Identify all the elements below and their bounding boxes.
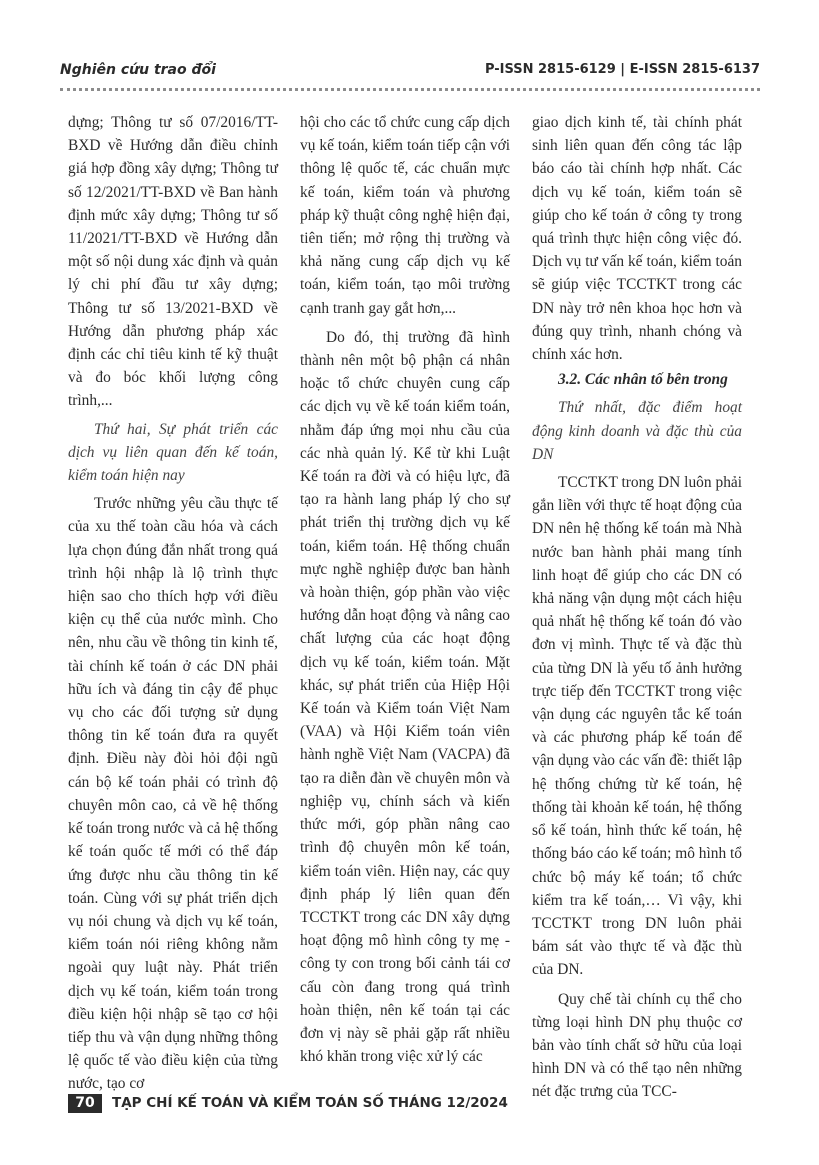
text-column-1 <box>68 111 278 1096</box>
paragraph: TCCTKT trong DN luôn phải gắn liền với thực tế hoạt động của DN nên hệ thống kế toán mà Nhà nước ban hành phải mang tính linh hoạt để giúp cho các DN có khả năng vận dụng một cách hiệu quả nhất hệ thống kế toán đó vào đơn vị mình. Thực tế và đặc thù của từng DN là yếu tố ảnh hưởng trực tiếp đến TCCTKT trong việc vận dụng các nguyên tắc kế toán và các phương pháp kế toán để vận dụng vào các vấn đề: thiết lập hệ thống chứng từ kế toán, hệ thống tài khoản kế toán, hệ thống sổ kế toán, hình thức kế toán, hệ thống báo cáo kế toán; mô hình tổ chức bộ máy kế toán; tổ chức kiểm tra kế toán,… Vì vậy, khi TCCTKT trong DN luôn phải bám sát vào thực tế và đặc thù của DN. <box>532 474 742 979</box>
paragraph: dựng; Thông tư số 07/2016/TT-BXD về Hướng dẫn điều chỉnh giá hợp đồng xây dựng; Thông tư số 12/2021/TT-BXD về Ban hành định mức xây dựng; Thông tư số 11/2021/TT-BXD về Hướng dẫn một số nội dung xác định và quản lý chi phí đầu tư xây dựng; Thông tư số 13/2021-BXD về Hướng dẫn phương pháp xác định các chỉ tiêu kinh tế kỹ thuật và đo bóc khối lượng công trình,... <box>68 114 278 410</box>
page-number: 70 <box>68 1094 102 1113</box>
running-header <box>60 60 760 96</box>
paragraph: hội cho các tổ chức cung cấp dịch vụ kế toán, kiểm toán tiếp cận với thông lệ quốc tế, các chuẩn mực kế toán, kiểm toán và phương pháp kỹ thuật công nghệ hiện đại, tiên tiến; mở rộng thị trường và khả năng cung cấp dịch vụ kế toán, kiểm toán, tạo môi trường cạnh tranh gay gắt hơn,... <box>300 114 510 317</box>
section-title: Nghiên cứu trao đổi <box>60 62 216 78</box>
text-column-2 <box>300 111 510 1068</box>
header-divider <box>60 88 760 91</box>
paragraph: Trước những yêu cầu thực tế của xu thế toàn cầu hóa và cách lựa chọn đúng đắn nhất trong quá trình hội nhập là lộ trình thực hiện sao cho thích hợp với điều kiện cụ thể của nước mình. Cho nên, nhu cầu về thông tin kinh tế, tài chính kế toán ở các DN phải hữu ích và đáng tin cậy để phục vụ cho các đối tượng sử dụng thông tin kế toán đưa ra quyết định. Điều này đòi hỏi đội ngũ cán bộ kế toán phải có trình độ chuyên môn cao, cả về hệ thống kế toán trong nước và cả hệ thống kế toán quốc tế mới có thể đáp ứng được nhu cầu thông tin kế toán. Cùng với sự phát triển dịch vụ nói chung và dịch vụ kế toán, kiểm toán nói riêng không nằm ngoài quy luật này. Phát triển dịch vụ kế toán, kiểm toán trong điều kiện hội nhập sẽ tạo cơ hội tiếp thu và vận dụng những thông lệ quốc tế vào điều kiện của từng nước, tạo cơ <box>68 495 278 1093</box>
subheading: Thứ nhất, đặc điểm hoạt động kinh doanh và đặc thù của DN <box>532 399 742 463</box>
text-column-3 <box>532 111 742 1104</box>
section-heading: 3.2. Các nhân tố bên trong <box>558 371 728 389</box>
paragraph: giao dịch kinh tế, tài chính phát sinh liên quan đến công tác lập báo cáo tài chính hợp nhất. Các dịch vụ kế toán, kiểm toán sẽ giúp cho kế toán ở công ty trong quá trình thực hiện công việc đó. Dịch vụ tư vấn kế toán, kiểm toán sẽ giúp việc TCCTKT trong các DN này trở nên khoa học hơn và đúng quy trình, nhanh chóng và chính xác hơn. <box>532 114 742 364</box>
paragraph: Do đó, thị trường đã hình thành nên một bộ phận cá nhân hoặc tổ chức chuyên cung cấp các dịch vụ về kế toán kiểm toán, nhằm đáp ứng mọi nhu cầu của các nhà quản lý. Kể từ khi Luật Kế toán ra đời và có hiệu lực, đã tạo ra hành lang pháp lý cho sự phát triển thị trường dịch vụ kế toán, kiểm toán. Hệ thống chuẩn mực nghề nghiệp được ban hành và hoàn thiện, góp phần vào việc hướng dẫn hoạt động và nâng cao chất lượng của các hoạt động dịch vụ kế toán, kiểm toán. Mặt khác, sự phát triển của Hiệp Hội Kế toán và Kiểm toán Việt Nam (VAA) và Hội Kiểm toán viên hành nghề Việt Nam (VACPA) đã tạo ra diễn đàn về chuyên môn và nghiệp vụ, chính sách và kiến thức mới, góp phần nâng cao trình độ chuyên môn kế toán, kiểm toán viên. Hiện nay, các quy định pháp lý liên quan đến TCCTKT trong các DN xây dựng hoạt động mô hình công ty mẹ - công ty con trong bối cảnh tái cơ cấu còn đang trong quá trình hoàn thiện, nên kế toán tại các đơn vị này sẽ phải gặp rất nhiều khó khăn trong việc xử lý các <box>300 328 510 1066</box>
paragraph: Quy chế tài chính cụ thể cho từng loại hình DN phụ thuộc cơ bản vào tính chất sở hữu của loại hình DN và có thể tạo nên những nét đặc trưng của TCC- <box>532 990 742 1101</box>
subheading: Thứ hai, Sự phát triển các dịch vụ liên quan đến kế toán, kiểm toán hiện nay <box>68 420 278 485</box>
journal-title: TẠP CHÍ KẾ TOÁN VÀ KIỂM TOÁN SỐ THÁNG 12/2024 <box>112 1095 508 1111</box>
issn-label: P-ISSN 2815-6129 | E-ISSN 2815-6137 <box>484 62 760 77</box>
